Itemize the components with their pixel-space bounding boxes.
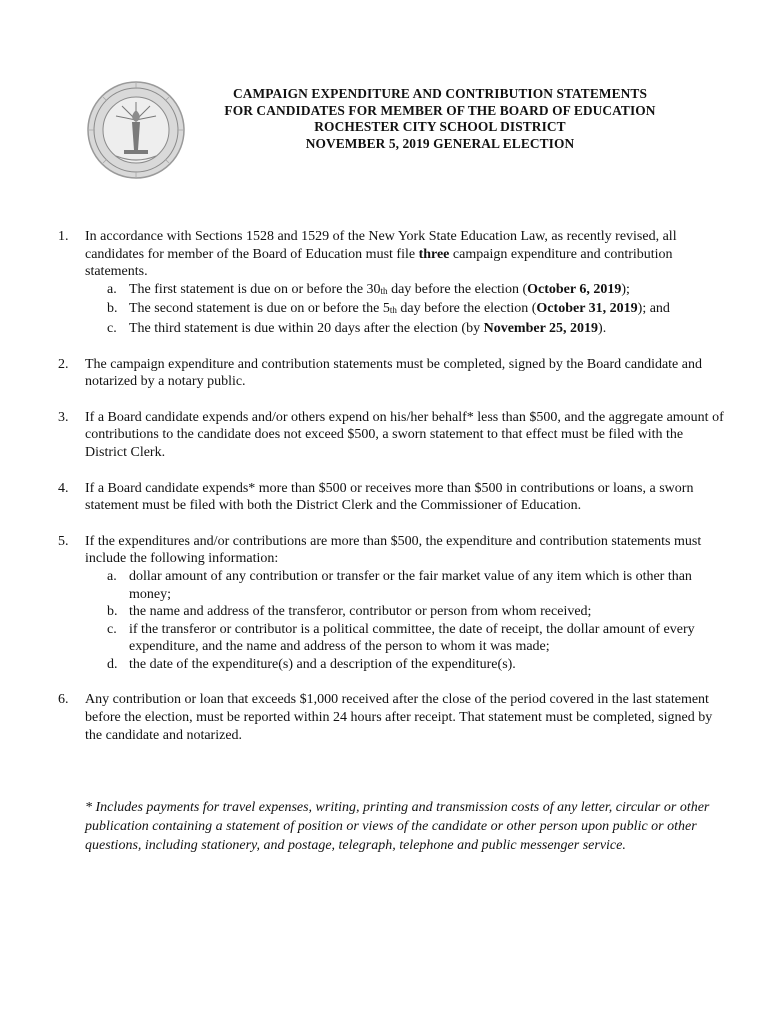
sub-letter: b. bbox=[107, 301, 118, 317]
sub-item bbox=[85, 621, 728, 656]
sub-letter: a. bbox=[107, 568, 117, 584]
list-item bbox=[58, 691, 728, 744]
item-number: 1. bbox=[58, 229, 69, 244]
sub-text: if the transferor or contributor is a political committee, the date of receipt, the dollar amount of every expenditure, and the name and address of the person to whom it was made; bbox=[129, 621, 695, 655]
item-text: Any contribution or loan that exceeds $1,000 received after the close of the period covered in the last statement before the election, must be reported within 24 hours after receipt. That statement must be completed, signed by the candidate and notarized. bbox=[85, 692, 713, 743]
list-item bbox=[58, 533, 728, 674]
sub-letter: c. bbox=[107, 621, 117, 637]
list-item bbox=[58, 228, 728, 338]
list-item bbox=[58, 409, 728, 462]
header-district: ROCHESTER CITY SCHOOL DISTRICT bbox=[314, 119, 566, 135]
district-seal-icon bbox=[86, 80, 186, 180]
item-text: The campaign expenditure and contribution statements must be completed, signed by the Board candidate and notarized by a notary public. bbox=[85, 356, 702, 390]
item-text: In accordance with Sections 1528 and 1529 of the New York State Education Law, as recently revised, all candidates for member of the Board of Education must file three campaign expenditure and contribution statements. bbox=[85, 229, 677, 280]
sub-letter: c. bbox=[107, 320, 117, 336]
list-item bbox=[58, 356, 728, 391]
sub-item bbox=[85, 656, 728, 674]
item-number: 4. bbox=[58, 480, 69, 496]
header-subtitle: FOR CANDIDATES FOR MEMBER OF THE BOARD OF EDUCATION bbox=[224, 102, 656, 118]
sub-text: the name and address of the transferor, contributor or person from whom received; bbox=[129, 604, 592, 620]
item-text: If a Board candidate expends* more than $500 or receives more than $500 in contributions or loans, a sworn statement must be filed with both the District Clerk and the Commissioner of Education. bbox=[85, 480, 694, 514]
sub-text: dollar amount of any contribution or transfer or the fair market value of any item which is other than money; bbox=[129, 568, 692, 602]
numbered-list bbox=[58, 228, 728, 762]
sub-item bbox=[85, 568, 728, 603]
sub-item: c. The third statement is due within 20 days after the election (by November 25, 2019). bbox=[107, 320, 607, 336]
header-election: NOVEMBER 5, 2019 GENERAL ELECTION bbox=[305, 135, 575, 151]
list-item bbox=[58, 480, 728, 515]
item-text: If a Board candidate expends and/or others expend on his/her behalf* less than $500, and the aggregate amount of contributions to the candidate does not exceed $500, a sworn statement to that effect must be filed with the District Clerk. bbox=[85, 409, 724, 460]
sub-letter: a. bbox=[107, 281, 117, 297]
sub-letter: b. bbox=[107, 604, 118, 620]
item-number: 2. bbox=[58, 356, 69, 372]
footnote: * Includes payments for travel expenses, writing, printing and transmission costs of any letter, circular or other publication containing a statement of position or views of the candidate or other person upon public or other questions, including stationery, and postage, telegraph, telephone and public messenger service. bbox=[85, 800, 710, 853]
item-number: 6. bbox=[58, 692, 69, 708]
item-text: If the expenditures and/or contributions are more than $500, the expenditure and contribution statements must include the following information: bbox=[85, 533, 702, 567]
header-title: CAMPAIGN EXPENDITURE AND CONTRIBUTION STATEMENTS bbox=[232, 86, 647, 101]
item-number: 3. bbox=[58, 409, 69, 425]
sub-text: the date of the expenditure(s) and a description of the expenditure(s). bbox=[129, 656, 516, 672]
sub-letter: d. bbox=[107, 656, 118, 672]
document-header bbox=[200, 86, 680, 152]
sub-item: a. The first statement is due on or before the $30_{th}$ day before the election (October 6, 2019); bbox=[107, 281, 630, 297]
item-number: 5. bbox=[58, 533, 69, 549]
sub-item bbox=[85, 603, 728, 621]
sub-item: b. The second statement is due on or before the $5_{th}$ day before the election (October 31, 2019); and bbox=[107, 301, 670, 317]
